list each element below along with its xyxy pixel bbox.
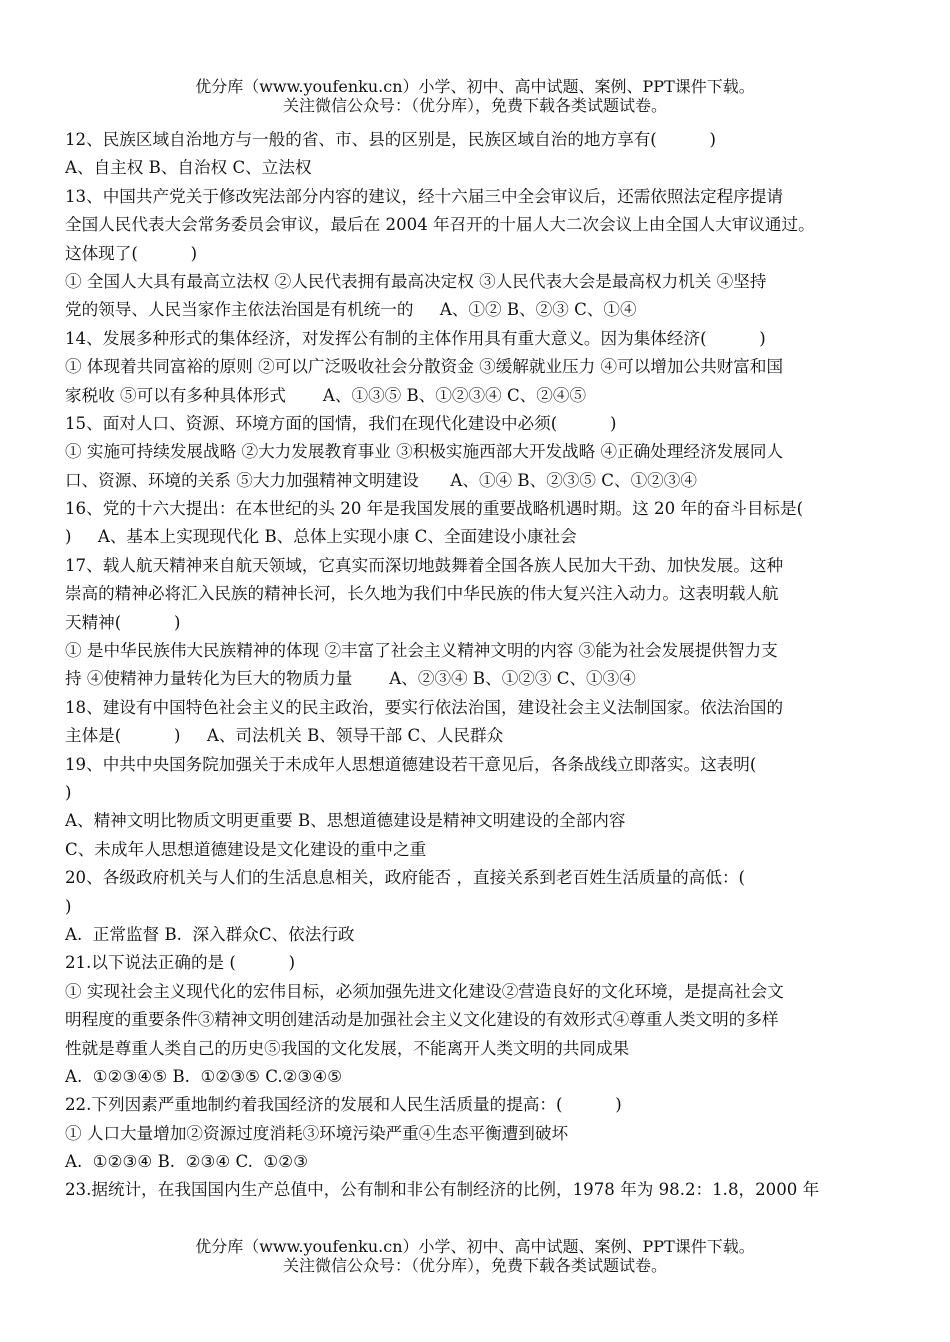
text-line: A、精神文明比物质文明更重要 B、思想道德建设是精神文明建设的全部内容 (65, 811, 626, 831)
text-line: 家税收 ⑤可以有多种具体形式 A、①③⑤ B、①②③④ C、②④⑤ (65, 385, 587, 405)
text-line: A. 正常监督 B. 深入群众C、依法行政 (65, 924, 355, 944)
page-footer (0, 1237, 950, 1275)
footer-line-1: 优分库（www.youfenku.cn）小学、初中、高中试题、案例、PPT课件下载。 (195, 1237, 755, 1256)
text-line: A、自主权 B、自治权 C、立法权 (65, 158, 312, 178)
header-line-2: 关注微信公众号：（优分库），免费下载各类试题试卷。 (282, 96, 667, 115)
text-line: ① 实施可持续发展战略 ②大力发展教育事业 ③积极实施西部大开发战略 ④正确处理经济发展同人 (65, 442, 784, 462)
text-line: C、未成年人思想道德建设是文化建设的重中之重 (65, 839, 427, 859)
text-line: 口、资源、环境的关系 ⑤大力加强精神文明建设 A、①④ B、②③⑤ C、①②③④ (65, 470, 697, 490)
footer-line-2: 关注微信公众号：（优分库），免费下载各类试题试卷。 (282, 1256, 667, 1275)
text-line: 这体现了( ) (65, 243, 198, 263)
page-header (0, 77, 950, 115)
header-line-1: 优分库（www.youfenku.cn）小学、初中、高中试题、案例、PPT课件下载。 (195, 77, 755, 96)
text-line: 19、中共中央国务院加强关于未成年人思想道德建设若干意见后，各条战线立即落实。这表明( (65, 754, 757, 774)
text-line: 20、各级政府机关与人们的生活息息相关，政府能否 ，直接关系到老百姓生活质量的高低：( (65, 868, 746, 888)
text-line: A. ①②③④⑤ B. ①②③⑤ C.②③④⑤ (65, 1066, 343, 1086)
text-line: 崇高的精神必将汇入民族的精神长河，长久地为我们中华民族的伟大复兴注入动力。这表明载人航 (65, 584, 779, 604)
text-line: 21.以下说法正确的是 ( ) (65, 953, 296, 973)
text-line: 17、载人航天精神来自航天领域，它真实而深切地鼓舞着全国各族人民加大干劲、加快发展。这种 (65, 555, 784, 575)
text-line: A. ①②③④ B. ②③④ C. ①②③ (65, 1152, 309, 1172)
text-line: ) A、基本上实现现代化 B、总体上实现小康 C、全面建设小康社会 (65, 527, 577, 547)
text-line: ① 实现社会主义现代化的宏伟目标，必须加强先进文化建设②营造良好的文化环境，是提高社会文 (65, 981, 784, 1001)
text-line: ) (65, 896, 72, 916)
text-line: 持 ④使精神力量转化为巨大的物质力量 A、②③④ B、①②③ C、①③④ (65, 669, 636, 689)
text-line: ① 人口大量增加②资源过度消耗③环境污染严重④生态平衡遭到破坏 (65, 1123, 569, 1143)
text-line: ① 体现着共同富裕的原则 ②可以广泛吸收社会分散资金 ③缓解就业压力 ④可以增加公共财富和国 (65, 357, 784, 377)
text-line: 22.下列因素严重地制约着我国经济的发展和人民生活质量的提高：( ) (65, 1095, 622, 1115)
document-body (65, 126, 910, 1205)
text-line: ① 全国人大具有最高立法权 ②人民代表拥有最高决定权 ③人民代表大会是最高权力机关 ④坚持 (65, 271, 767, 291)
text-line: 明程度的重要条件③精神文明创建活动是加强社会主义文化建设的有效形式④尊重人类文明的多样 (65, 1010, 779, 1030)
text-line: 12、民族区域自治地方与一般的省、市、县的区别是，民族区域自治的地方享有( ) (65, 130, 716, 149)
text-line: 15、面对人口、资源、环境方面的国情，我们在现代化建设中必须( ) (65, 413, 617, 433)
text-line: 14、发展多种形式的集体经济，对发挥公有制的主体作用具有重大意义。因为集体经济( ) (65, 328, 766, 348)
text-line: ) (65, 782, 72, 802)
text-line: 16、党的十六大提出：在本世纪的头 20 年是我国发展的重要战略机遇时期。这 20 年的奋斗目标是( (65, 499, 804, 519)
text-line: 18、建设有中国特色社会主义的民主政治，要实行依法治国，建设社会主义法制国家。依法治国的 (65, 697, 784, 717)
text-line: ① 是中华民族伟大民族精神的体现 ②丰富了社会主义精神文明的内容 ③能为社会发展提供智力支 (65, 641, 778, 661)
text-line: 天精神( ) (65, 612, 181, 632)
text-line: 23.据统计，在我国国内生产总值中，公有制和非公有制经济的比例，1978 年为 98.2：1.8，2000 年 (65, 1180, 820, 1200)
text-line: 13、中国共产党关于修改宪法部分内容的建议，经十六届三中全会审议后，还需依照法定程序提请 (65, 186, 784, 206)
text-line: 主体是( ) A、司法机关 B、领导干部 C、人民群众 (65, 726, 504, 746)
text-line: 全国人民代表大会常务委员会审议，最后在 2004 年召开的十届人大二次会议上由全国人大审议通过。 (65, 215, 815, 235)
text-line: 性就是尊重人类自己的历史⑤我国的文化发展，不能离开人类文明的共同成果 (65, 1038, 630, 1058)
text-line: 党的领导、人民当家作主依法治国是有机统一的 A、①② B、②③ C、①④ (65, 300, 637, 320)
